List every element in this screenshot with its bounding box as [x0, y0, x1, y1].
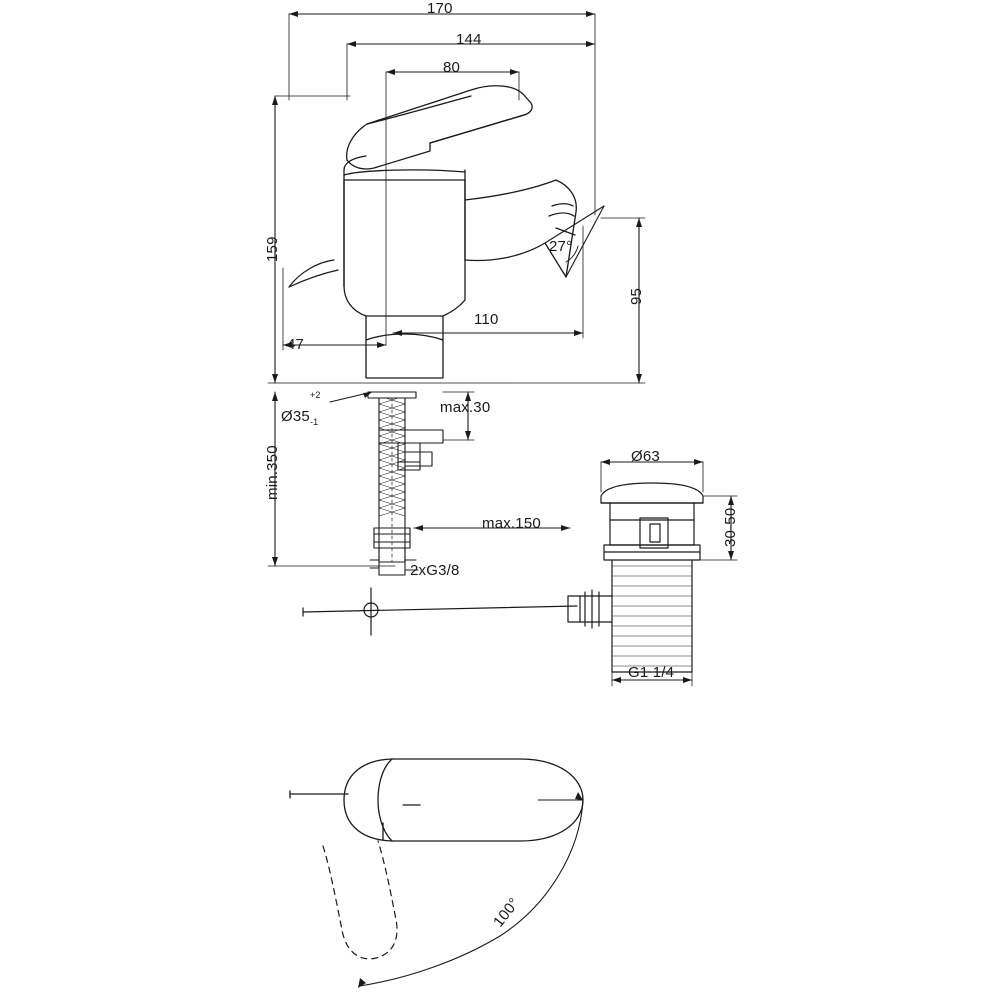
dimension-label-dia63: Ø63: [631, 448, 660, 465]
dimension-label-159: 159: [264, 236, 281, 262]
dia35-upper-tolerance: +2: [309, 390, 321, 400]
waste-assembly: [580, 483, 703, 672]
leader-dia35: [330, 392, 372, 402]
dimension-label-170: 170: [427, 0, 453, 17]
dimension-label-27deg: 27°: [549, 238, 573, 255]
popup-rod-linkage: [303, 588, 580, 635]
dimension-label-100deg: 100°: [490, 894, 523, 931]
top-view-lever-rotated: [323, 841, 397, 959]
popup-rod-lever-top: [289, 260, 338, 287]
dimension-label-dia35: [281, 391, 321, 425]
faucet-body-outline: [344, 86, 576, 378]
dimension-label-80: 80: [443, 59, 461, 76]
dimension-label-max30: max.30: [440, 399, 491, 416]
dia35-lower-tolerance: -1: [309, 417, 319, 427]
dimension-label-95: 95: [628, 287, 645, 305]
dimension-100deg: [358, 792, 583, 988]
dimension-144: [347, 41, 595, 100]
dimension-95: [440, 218, 645, 383]
dimension-label-47: 47: [287, 336, 305, 353]
dimension-label-110: 110: [474, 311, 499, 328]
dimension-label-30-50: 30-50: [722, 507, 739, 547]
dia35-value: Ø35: [281, 408, 310, 425]
dimension-80: [386, 69, 519, 345]
dimension-label-min350: min.350: [264, 445, 281, 500]
shank-assembly: [368, 392, 443, 575]
dimension-label-144: 144: [456, 31, 482, 48]
dimension-label-2xg38: 2xG3/8: [410, 562, 460, 579]
dimension-170: [289, 11, 595, 215]
dimension-label-max150: max.150: [482, 515, 541, 532]
dimension-label-g114: G1 1/4: [628, 664, 675, 681]
